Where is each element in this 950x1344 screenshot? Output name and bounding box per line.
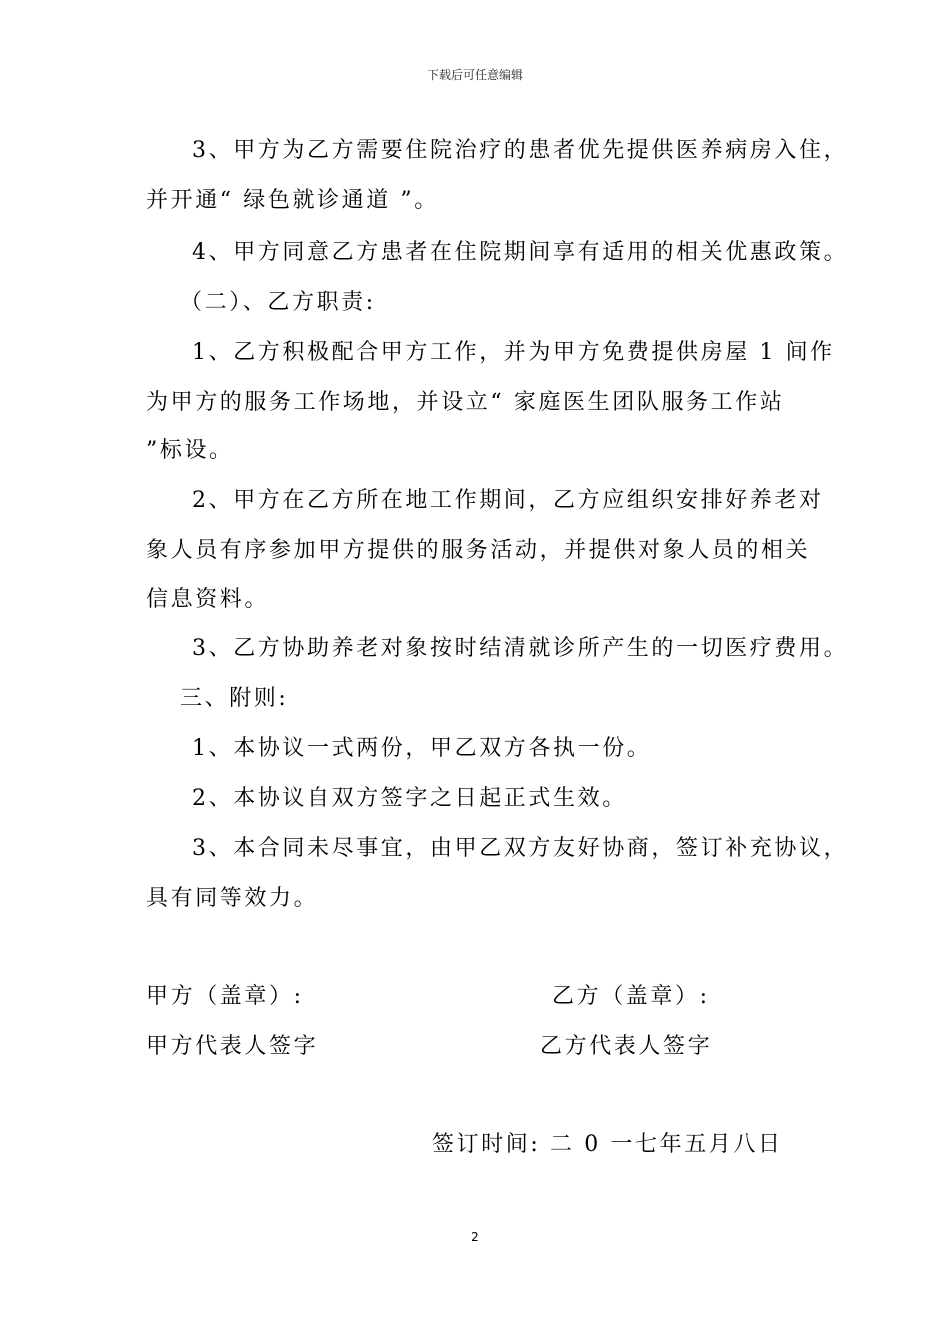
party-a-representative: 甲方代表人签字 bbox=[146, 1034, 319, 1059]
paragraph-line: 3、甲方为乙方需要住院治疗的患者优先提供医养病房入住， bbox=[192, 138, 849, 163]
section-heading: 三、附则: bbox=[180, 686, 289, 711]
paragraph-line: 1、乙方积极配合甲方工作，并为甲方免费提供房屋 1 间作 bbox=[192, 340, 835, 365]
paragraph-line: 并开通“ 绿色就诊通道 ”。 bbox=[146, 188, 439, 213]
paragraph-line: 信息资料。 bbox=[146, 587, 270, 612]
sign-date: 签订时间: 二 0 一七年五月八日 bbox=[432, 1132, 783, 1157]
paragraph-line: 4、甲方同意乙方患者在住院期间享有适用的相关优惠政策。 bbox=[192, 240, 849, 265]
paragraph-line: 3、本合同未尽事宜，由甲乙双方友好协商，签订补充协议， bbox=[192, 836, 849, 861]
section-heading: （二）、乙方职责: bbox=[180, 290, 376, 315]
party-b-seal: 乙方（盖章）: bbox=[552, 984, 710, 1009]
paragraph-line: ”标设。 bbox=[146, 438, 234, 463]
page-number: 2 bbox=[471, 1230, 479, 1244]
party-a-seal: 甲方（盖章）: bbox=[146, 984, 304, 1009]
paragraph-line: 2、本协议自双方签字之日起正式生效。 bbox=[192, 786, 627, 811]
party-b-representative: 乙方代表人签字 bbox=[540, 1034, 713, 1059]
paragraph-line: 1、本协议一式两份，甲乙双方各执一份。 bbox=[192, 736, 652, 761]
paragraph-line: 2、甲方在乙方所在地工作期间，乙方应组织安排好养老对 bbox=[192, 488, 824, 513]
paragraph-line: 为甲方的服务工作场地，并设立“ 家庭医生团队服务工作站 bbox=[146, 390, 785, 415]
paragraph-line: 3、乙方协助养老对象按时结清就诊所产生的一切医疗费用。 bbox=[192, 636, 849, 661]
paragraph-line: 具有同等效力。 bbox=[146, 886, 319, 911]
header-note: 下载后可任意编辑 bbox=[426, 68, 523, 82]
paragraph-line: 象人员有序参加甲方提供的服务活动，并提供对象人员的相关 bbox=[146, 538, 811, 563]
